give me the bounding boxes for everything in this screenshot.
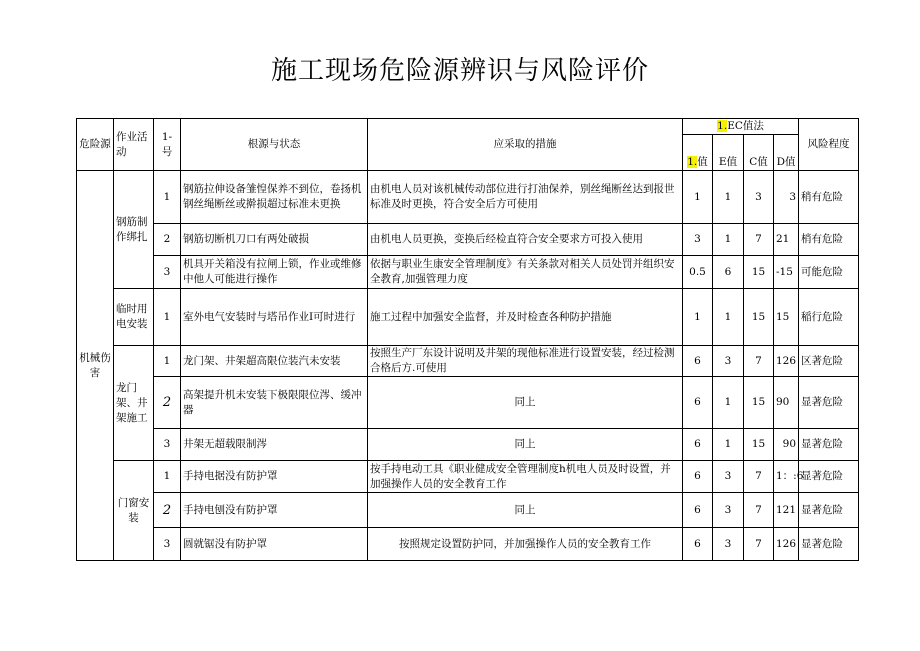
risk-cell: 稲行危险 xyxy=(799,289,859,346)
l-value: 3 xyxy=(683,224,713,256)
activity-cell: 龙门架、井架施工 xyxy=(114,346,154,461)
table-row xyxy=(77,377,859,429)
table-row xyxy=(77,493,859,528)
e-value: 1 xyxy=(713,171,744,224)
root-cell: 室外电气安装时与塔吊作业I可时进行 xyxy=(181,289,368,346)
row-no: 2 xyxy=(154,493,181,528)
header-lec xyxy=(683,119,799,135)
measure-cell: 施工过程中加强安全监督，并及时检查各种防护措施 xyxy=(368,289,683,346)
row-no: 2 xyxy=(154,377,181,429)
d-value: 121 xyxy=(774,493,799,528)
l-value: 6 xyxy=(683,528,713,561)
e-value: 1 xyxy=(713,377,744,429)
risk-cell: 稍有危险 xyxy=(799,171,859,224)
risk-cell: 显著危险 xyxy=(799,461,859,493)
table-row xyxy=(77,224,859,256)
header-l xyxy=(683,135,713,171)
measure-cell: 按照规定设置防护同，并加强操作人员的安全教育工作 xyxy=(368,528,683,561)
c-value: 15 xyxy=(744,256,774,289)
c-value: 7 xyxy=(744,461,774,493)
d-value: 90 xyxy=(774,377,799,429)
header-activity: 作业活动 xyxy=(114,119,154,171)
header-e: E值 xyxy=(713,135,744,171)
risk-cell: 显著危险 xyxy=(799,493,859,528)
measure-cell: 按照生产厂东设计说明及井架的现他标准进行设置安装，经过检测合格后方.可使用 xyxy=(368,346,683,377)
l-value: 6 xyxy=(683,346,713,377)
measure-cell: 依据与职业生康安全管理制度》有关条款对相关人员处罚并组织安全教育,加强管理力度 xyxy=(368,256,683,289)
page-title: 施工现场危险源辨识与风险评价 xyxy=(270,56,649,86)
row-no: 3 xyxy=(154,256,181,289)
table-row xyxy=(77,171,859,224)
risk-cell: 梢有危险 xyxy=(799,224,859,256)
row-no: 1 xyxy=(154,171,181,224)
e-value: 3 xyxy=(713,528,744,561)
hazard-table xyxy=(76,118,859,561)
header-source: 危险源 xyxy=(77,119,114,171)
header-no xyxy=(154,119,181,171)
header-risk: 风险程度 xyxy=(799,119,859,171)
activity-cell: 门窗安装 xyxy=(114,461,154,561)
activity-cell: 钢筋制作绑扎 xyxy=(114,171,154,289)
header-d: D值 xyxy=(774,135,799,171)
e-value: 1 xyxy=(713,429,744,461)
header-no-b: 号 xyxy=(161,145,173,158)
d-value: 1：:6 xyxy=(774,461,799,493)
risk-cell: 可能危险 xyxy=(799,256,859,289)
measure-cell: 同上 xyxy=(368,493,683,528)
risk-cell: 显著危险 xyxy=(799,429,859,461)
row-no: 1 xyxy=(154,289,181,346)
e-value: 3 xyxy=(713,346,744,377)
root-cell: 龙门架、井架超高限位装汽未安装 xyxy=(181,346,368,377)
c-value: 7 xyxy=(744,346,774,377)
c-value: 3 xyxy=(744,171,774,224)
c-value: 7 xyxy=(744,224,774,256)
measure-cell: 由机电人员更换，变换后经检直符合安全要求方可投入使用 xyxy=(368,224,683,256)
row-no: 3 xyxy=(154,528,181,561)
c-value: 7 xyxy=(744,528,774,561)
measure-cell: 同上 xyxy=(368,429,683,461)
header-c: C值 xyxy=(744,135,774,171)
table-row xyxy=(77,256,859,289)
header-measures: 应采取的措施 xyxy=(368,119,683,171)
e-value: 3 xyxy=(713,493,744,528)
d-value: 90 xyxy=(774,429,799,461)
root-cell: 圆就锯没有防护罩 xyxy=(181,528,368,561)
source-cell: 机械伤害 xyxy=(77,171,114,561)
row-no: 3 xyxy=(154,429,181,461)
table-row xyxy=(77,429,859,461)
l-value: 1 xyxy=(683,171,713,224)
table-row xyxy=(77,346,859,377)
c-value: 7 xyxy=(744,493,774,528)
header-l-text: 值 xyxy=(697,156,708,168)
measure-cell: 按手持电动工具《职业健成安全管理制度h机电人员及时设置，并加强操作人员的安全教育工作 xyxy=(368,461,683,493)
root-cell: 手持电据没有防护罩 xyxy=(181,461,368,493)
l-value: 6 xyxy=(683,461,713,493)
d-value: 21 xyxy=(774,224,799,256)
d-value: 3 xyxy=(774,171,799,224)
row-no: 1 xyxy=(154,461,181,493)
risk-cell: 显著危险 xyxy=(799,377,859,429)
activity-cell: 临时用电安装 xyxy=(114,289,154,346)
row-no: 1 xyxy=(154,346,181,377)
e-value: 3 xyxy=(713,461,744,493)
e-value: 1 xyxy=(713,224,744,256)
root-cell: 井架无超载限制涔 xyxy=(181,429,368,461)
highlight-mark: 1. xyxy=(687,156,698,168)
root-cell: 机具开关箱没有拉闸上锁，作业或维修中他人可能进行操作 xyxy=(181,256,368,289)
risk-cell: 区著危险 xyxy=(799,346,859,377)
header-lec-text: EC值法 xyxy=(727,120,764,132)
d-value: 15 xyxy=(774,289,799,346)
measure-cell: 由机电人员对该机械传动部位进行打油保养，别丝绳断丝达到报世标准及时更换，符合安全后方可使用 xyxy=(368,171,683,224)
l-value: 0.5 xyxy=(683,256,713,289)
e-value: 1 xyxy=(713,289,744,346)
e-value: 6 xyxy=(713,256,744,289)
root-cell: 高架提升机未安装下极限限位涔、缓冲器 xyxy=(181,377,368,429)
d-value: 126 xyxy=(774,528,799,561)
l-value: 1 xyxy=(683,289,713,346)
c-value: 15 xyxy=(744,429,774,461)
row-no: 2 xyxy=(154,224,181,256)
l-value: 6 xyxy=(683,429,713,461)
root-cell: 钢筋切断机刀口有两处破损 xyxy=(181,224,368,256)
risk-cell: 显著危险 xyxy=(799,528,859,561)
header-root: 根源与状态 xyxy=(181,119,368,171)
d-value: -15 xyxy=(774,256,799,289)
c-value: 15 xyxy=(744,289,774,346)
measure-cell: 同上 xyxy=(368,377,683,429)
l-value: 6 xyxy=(683,377,713,429)
l-value: 6 xyxy=(683,493,713,528)
d-value: 126 xyxy=(774,346,799,377)
table-row xyxy=(77,528,859,561)
header-no-a: 1- xyxy=(161,130,173,143)
root-cell: 钢筋拉伸设备雏惶保养不到位，卷扬机钢丝绳断丝或擀损超过标准未更换 xyxy=(181,171,368,224)
root-cell: 手持电刨没有防护罩 xyxy=(181,493,368,528)
table-row xyxy=(77,461,859,493)
c-value: 15 xyxy=(744,377,774,429)
table-row xyxy=(77,289,859,346)
highlight-mark: 1. xyxy=(717,120,728,132)
